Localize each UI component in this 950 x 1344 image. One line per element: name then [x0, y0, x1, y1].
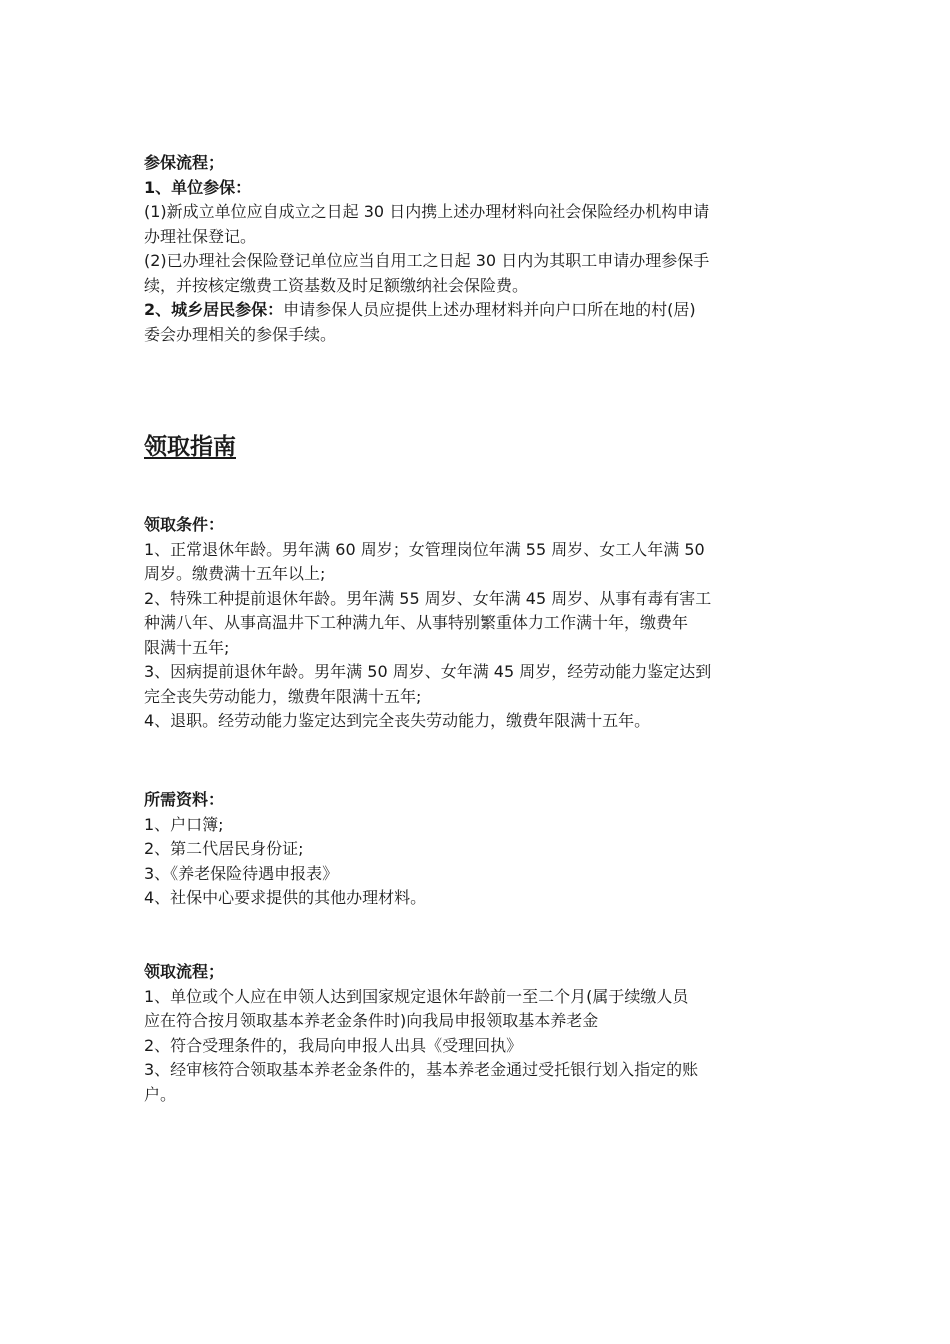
guide-title: 领取指南 [144, 434, 236, 460]
unit-enroll-line: 续，并按核定缴费工资基数及时足额缴纳社会保险费。 [144, 275, 529, 295]
unit-enroll-line: 办理社保登记。 [144, 226, 257, 246]
resident-enroll-line [144, 298, 809, 323]
condition-line: 1、正常退休年龄。男年满 60 周岁；女管理岗位年满 55 周岁、女工人年满 50 [144, 539, 705, 559]
process-line: 2、符合受理条件的，我局向申报人出具《受理回执》 [144, 1035, 523, 1055]
material-item: 4、社保中心要求提供的其他办理材料。 [144, 888, 427, 907]
material-item: 1、户口簿; [144, 814, 224, 834]
process-line: 3、经审核符合领取基本养老金条件的，基本养老金通过受托银行划入指定的账 [144, 1060, 699, 1079]
enroll-title: 参保流程； [144, 153, 225, 172]
resident-enroll-line: 委会办理相关的参保手续。 [144, 324, 337, 344]
condition-line: 限满十五年; [144, 637, 230, 657]
process-line: 1、单位或个人应在申领人达到国家规定退休年龄前一至二个月(属于续缴人员 [144, 986, 689, 1006]
conditions-section [144, 513, 809, 734]
process-section [144, 960, 809, 1107]
condition-line: 完全丧失劳动能力，缴费年限满十五年; [144, 686, 422, 706]
unit-enroll-line: (1)新成立单位应自成立之日起 30 日内携上述办理材料向社会保险经办机构申请 [144, 202, 710, 221]
condition-line: 2、特殊工种提前退休年龄。男年满 55 周岁、女年满 45 周岁、从事有毒有害工 [144, 588, 712, 608]
condition-line: 4、退职。经劳动能力鉴定达到完全丧失劳动能力，缴费年限满十五年。 [144, 711, 651, 730]
resident-enroll-text: 申请参保人员应提供上述办理材料并向户口所在地的村(居) [283, 300, 696, 319]
materials-section [144, 788, 809, 911]
unit-enroll-heading: 1、单位参保： [144, 177, 252, 197]
process-title: 领取流程； [144, 962, 225, 981]
enroll-section [144, 151, 809, 347]
condition-line: 3、因病提前退休年龄。男年满 50 周岁、女年满 45 周岁，经劳动能力鉴定达到 [144, 662, 712, 681]
condition-line: 种满八年、从事高温井下工种满九年、从事特别繁重体力工作满十年，缴费年 [144, 613, 689, 632]
resident-enroll-label: 2、城乡居民参保： [144, 300, 284, 319]
material-item: 2、第二代居民身份证; [144, 839, 304, 858]
materials-title: 所需资料： [144, 790, 225, 809]
process-line: 应在符合按月领取基本养老金条件时)向我局申报领取基本养老金 [144, 1011, 599, 1030]
conditions-title: 领取条件： [144, 515, 225, 534]
material-item: 3、《养老保险待遇申报表》 [144, 863, 339, 883]
process-line: 户。 [144, 1084, 177, 1104]
condition-line: 周岁。缴费满十五年以上; [144, 564, 326, 583]
unit-enroll-line: (2)已办理社会保险登记单位应当自用工之日起 30 日内为其职工申请办理参保手 [144, 251, 710, 270]
